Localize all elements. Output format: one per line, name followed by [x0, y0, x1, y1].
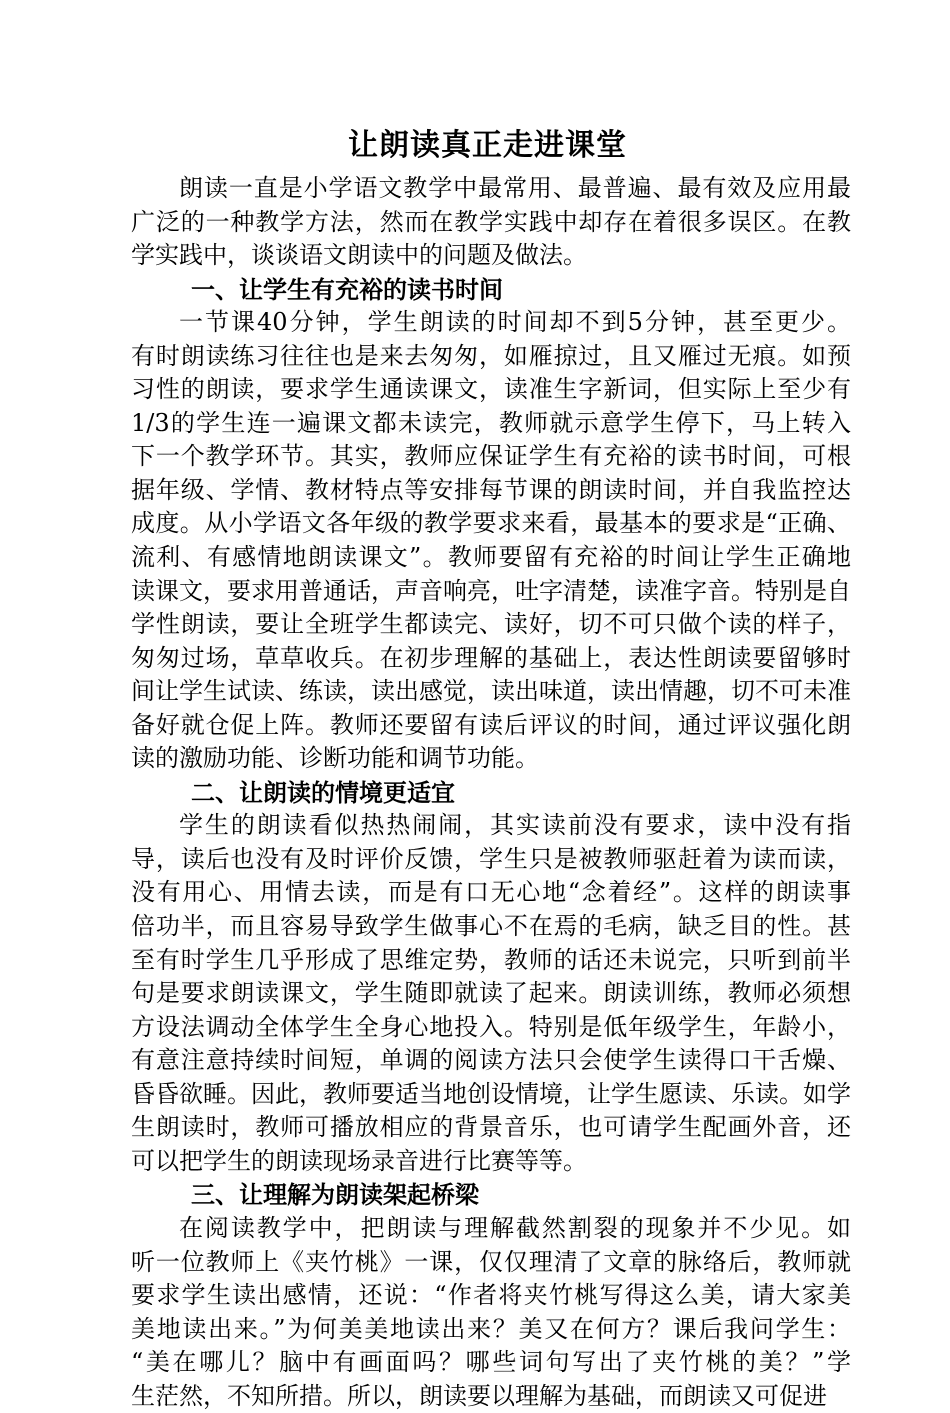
- paragraph-line: 间让学生试读、练读，读出感觉，读出味道，读出情趣，切不可未准: [131, 677, 851, 706]
- document-title: 让朗读真正走进课堂: [348, 128, 627, 163]
- paragraph-line: 学性朗读，要让全班学生都读完、读好，切不可只做个读的样子，: [131, 610, 851, 639]
- paragraph-line: 读课文，要求用普通话，声音响亮，吐字清楚，读准字音。特别是自: [131, 576, 851, 605]
- paragraph: [131, 172, 851, 273]
- section-heading: 一、让学生有充裕的读书时间: [191, 274, 503, 304]
- paragraph-line: 学实践中，谈谈语文朗读中的问题及做法。: [131, 241, 587, 270]
- document-body: [131, 172, 851, 1413]
- paragraph-line: 有意注意持续时间短，单调的阅读方法只会使学生读得口干舌燥、: [131, 1046, 851, 1075]
- paragraph: [131, 1212, 851, 1413]
- paragraph-line: 美地读出来。”为何美美地读出来？美又在何方？课后我问学生：: [131, 1314, 851, 1343]
- paragraph-line: 导，读后也没有及时评价反馈，学生只是被教师驱赶着为读而读，: [131, 844, 851, 873]
- paragraph-line: 据年级、学情、教材特点等安排每节课的朗读时间，并自我监控达: [131, 475, 851, 504]
- paragraph-line: 1/3的学生连一遍课文都未读完，教师就示意学生停下，马上转入: [131, 408, 851, 437]
- paragraph-line: 方设法调动全体学生全身心地投入。特别是低年级学生，年龄小，: [131, 1012, 851, 1041]
- paragraph-line: 广泛的一种教学方法，然而在教学实践中却存在着很多误区。在教: [131, 207, 851, 236]
- paragraph-line: 一节课40分钟，学生朗读的时间却不到5分钟，甚至更少。: [179, 308, 851, 337]
- paragraph-line: 匆匆过场，草草收兵。在初步理解的基础上，表达性朗读要留够时: [131, 643, 851, 672]
- paragraph-line: 有时朗读练习往往也是来去匆匆，如雁掠过，且又雁过无痕。如预: [131, 341, 851, 370]
- paragraph-line: 至有时学生几乎形成了思维定势，教师的话还未说完，只听到前半: [131, 945, 851, 974]
- paragraph-line: 在阅读教学中，把朗读与理解截然割裂的现象并不少见。如: [179, 1213, 851, 1242]
- paragraph-line: 昏昏欲睡。因此，教师要适当地创设情境，让学生愿读、乐读。如学: [131, 1079, 851, 1108]
- paragraph-line: 备好就仓促上阵。教师还要留有读后评议的时间，通过评议强化朗: [131, 710, 851, 739]
- section-heading: 二、让朗读的情境更适宜: [191, 777, 455, 807]
- paragraph-line: 生朗读时，教师可播放相应的背景音乐，也可请学生配画外音，还: [131, 1113, 851, 1142]
- paragraph-line: 流利、有感情地朗读课文”。教师要留有充裕的时间让学生正确地: [131, 543, 851, 572]
- paragraph-line: 要求学生读出感情，还说：“作者将夹竹桃写得这么美，请大家美: [131, 1281, 851, 1310]
- paragraph-line: 倍功半，而且容易导致学生做事心不在焉的毛病，缺乏目的性。甚: [131, 912, 851, 941]
- paragraph-line: 朗读一直是小学语文教学中最常用、最普遍、最有效及应用最: [179, 174, 851, 202]
- paragraph-line: 没有用心、用情去读，而是有口无心地“念着经”。这样的朗读事: [131, 878, 851, 907]
- paragraph-line: 习性的朗读，要求学生通读课文，读准生字新词，但实际上至少有: [131, 375, 851, 404]
- paragraph: [131, 306, 851, 776]
- paragraph: [131, 809, 851, 1178]
- paragraph-line: 读的激励功能、诊断功能和调节功能。: [131, 744, 539, 773]
- paragraph-line: 成度。从小学语文各年级的教学要求来看，最基本的要求是“正确、: [131, 509, 851, 538]
- paragraph-line: 学生的朗读看似热热闹闹，其实读前没有要求，读中没有指: [179, 811, 851, 840]
- paragraph-line: “美在哪儿？脑中有画面吗？哪些词句写出了夹竹桃的美？”学: [131, 1348, 851, 1377]
- paragraph-line: 下一个教学环节。其实，教师应保证学生有充裕的读书时间，可根: [131, 442, 851, 471]
- paragraph-line: 生茫然，不知所措。所以，朗读要以理解为基础，而朗读又可促进: [131, 1381, 827, 1410]
- paragraph-line: 可以把学生的朗读现场录音进行比赛等等。: [131, 1146, 587, 1175]
- paragraph-line: 听一位教师上《夹竹桃》一课，仅仅理清了文章的脉络后，教师就: [131, 1247, 851, 1276]
- paragraph-line: 句是要求朗读课文，学生随即就读了起来。朗读训练，教师必须想: [131, 979, 851, 1008]
- section-heading: 三、让理解为朗读架起桥梁: [191, 1180, 479, 1210]
